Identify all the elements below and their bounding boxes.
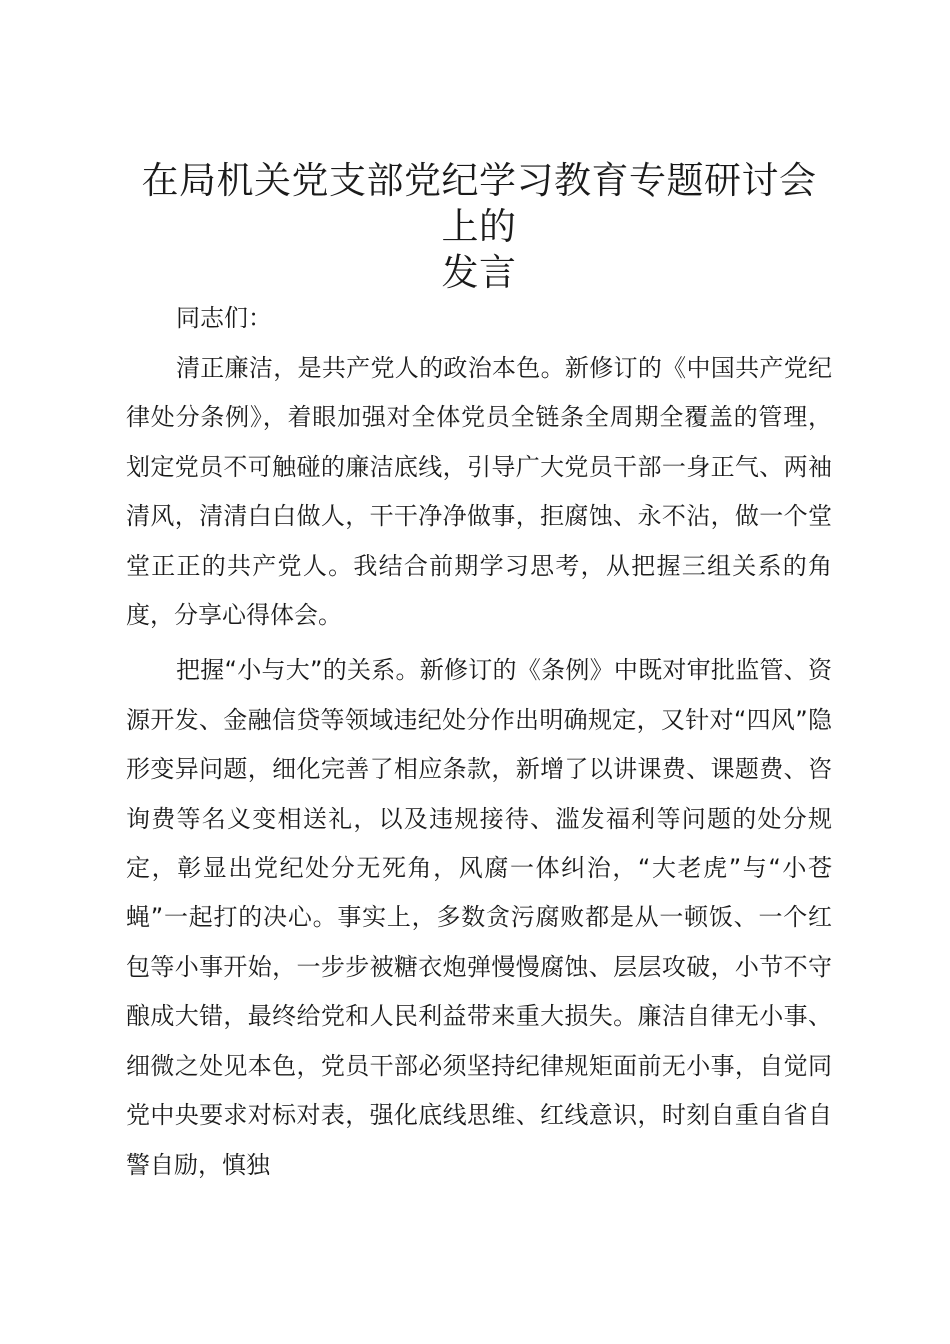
title-line-2: 发言 <box>441 251 517 294</box>
paragraph-intro: 清正廉洁，是共产党人的政治本色。新修订的《中国共产党纪律处分条例》，着眼加强对全体党员全链条全周期全覆盖的管理，划定党员不可触碰的廉洁底线，引导广大党员干部一身正气、两袖清风，清清白白做人，干干净净做事，拒腐蚀、永不沾，做一个堂堂正正的共产党人。我结合前期学习思考，从把握三组关系的角度，分享心得体会。 <box>126 354 832 630</box>
greeting: 同志们： <box>176 304 272 332</box>
paragraph-small-and-big: 把握“小与大”的关系。新修订的《条例》中既对审批监管、资源开发、金融信贷等领域违纪处分作出明确规定，又针对“四风”隐形变异问题，细化完善了相应条款，新增了以讲课费、课题费、咨询费等名义变相送礼，以及违规接待、滥发福利等问题的处分规定，彰显出党纪处分无死角，风腐一体纠治，“大老虎”与“小苍蝇”一起打的决心。事实上，多数贪污腐败都是从一顿饭、一个红包等小事开始，一步步被糖衣炮弹慢慢腐蚀、层层攻破，小节不守酿成大错，最终给党和人民利益带来重大损失。廉洁自律无小事、细微之处见本色，党员干部必须坚持纪律规矩面前无小事，自觉同党中央要求对标对表，强化底线思维、红线意识，时刻自重自省自警自励，慎独 <box>126 656 832 1179</box>
title-line-1: 在局机关党支部党纪学习教育专题研讨会上的 <box>141 159 817 248</box>
document-title <box>126 158 832 296</box>
